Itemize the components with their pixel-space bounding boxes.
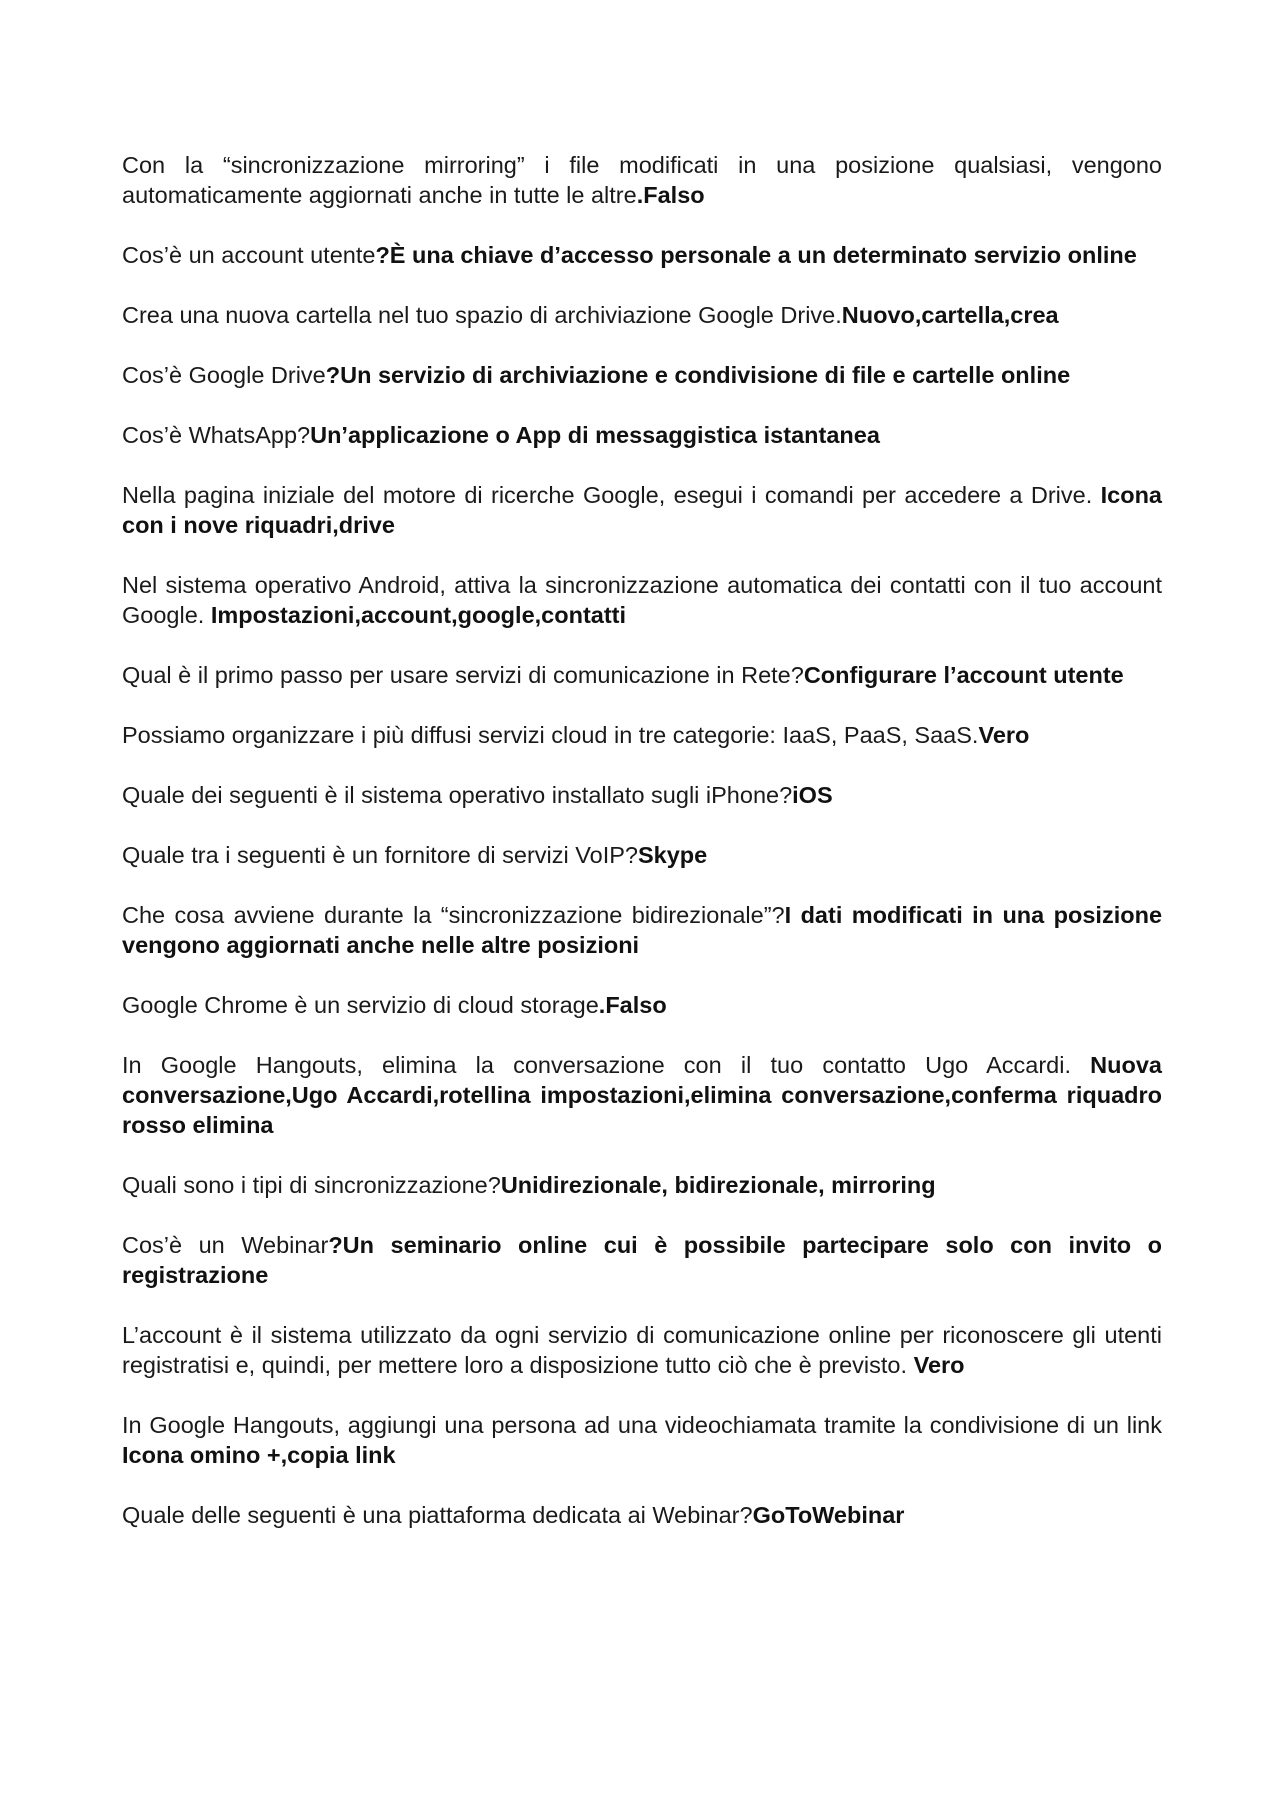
qa-item — [122, 990, 1162, 1020]
answer-text: Vero — [913, 1352, 965, 1378]
question-text: Cos’è WhatsApp? — [122, 422, 311, 448]
question-text: Quali sono i tipi di sincronizzazione? — [122, 1172, 501, 1198]
qa-item — [122, 1500, 1162, 1530]
qa-item — [122, 900, 1162, 960]
qa-item — [122, 1320, 1162, 1380]
question-text: Google Chrome è un servizio di cloud storage — [122, 992, 599, 1018]
answer-text: iOS — [792, 782, 833, 808]
answer-text: Nuova conversazione,Ugo Accardi,rotellina impostazioni,elimina conversazione,conferma riquadro rosso elimina — [122, 1052, 1162, 1138]
answer-text: .Falso — [636, 182, 705, 208]
qa-item — [122, 1410, 1162, 1470]
question-text: Nel sistema operativo Android, attiva la sincronizzazione automatica dei contatti con il tuo account Google. — [122, 572, 1162, 628]
qa-item — [122, 420, 1162, 450]
answer-text: Unidirezionale, bidirezionale, mirroring — [500, 1172, 936, 1198]
answer-text: I dati modificati in una posizione vengono aggiornati anche nelle altre posizioni — [122, 902, 1163, 958]
answer-text: Nuovo,cartella,crea — [841, 302, 1059, 328]
qa-item — [122, 300, 1162, 330]
answer-text: .Falso — [598, 992, 667, 1018]
qa-item — [122, 1050, 1162, 1140]
qa-item — [122, 840, 1162, 870]
qa-item — [122, 1170, 1162, 1200]
qa-item — [122, 360, 1162, 390]
answer-text: ?Un servizio di archiviazione e condivisione di file e cartelle online — [325, 362, 1071, 388]
answer-text: Icona con i nove riquadri,drive — [122, 482, 1162, 538]
question-text: Che cosa avviene durante la “sincronizzazione bidirezionale”? — [122, 902, 785, 928]
answer-text: Un’applicazione o App di messaggistica istantanea — [310, 422, 880, 448]
answer-text: ?È una chiave d’accesso personale a un determinato servizio online — [375, 242, 1137, 268]
question-text: In Google Hangouts, elimina la conversazione con il tuo contatto Ugo Accardi. — [122, 1052, 1091, 1078]
question-text: Quale tra i seguenti è un fornitore di servizi VoIP? — [122, 842, 638, 868]
question-text: Possiamo organizzare i più diffusi servizi cloud in tre categorie: IaaS, PaaS, SaaS. — [122, 722, 979, 748]
question-text: In Google Hangouts, aggiungi una persona ad una videochiamata tramite la condivisione di un link — [122, 1412, 1162, 1438]
answer-text: ?Un seminario online cui è possibile partecipare solo con invito o registrazione — [122, 1232, 1163, 1288]
qa-item — [122, 660, 1162, 690]
document-page — [122, 150, 1162, 1560]
qa-item — [122, 480, 1162, 540]
question-text: Con la “sincronizzazione mirroring” i file modificati in una posizione qualsiasi, vengono automaticamente aggiornati anche in tutte le altre — [122, 152, 1162, 208]
question-text: Cos’è un account utente — [122, 242, 376, 268]
qa-item — [122, 150, 1162, 210]
question-text: Cos’è un Webinar — [122, 1232, 329, 1258]
qa-item — [122, 1230, 1162, 1290]
qa-item — [122, 240, 1162, 270]
qa-item — [122, 570, 1162, 630]
question-text: Nella pagina iniziale del motore di ricerche Google, esegui i comandi per accedere a Drive. — [122, 482, 1101, 508]
question-text: Crea una nuova cartella nel tuo spazio di archiviazione Google Drive. — [122, 302, 842, 328]
answer-text: Vero — [978, 722, 1030, 748]
answer-text: Skype — [637, 842, 708, 868]
question-text: Quale dei seguenti è il sistema operativo installato sugli iPhone? — [122, 782, 793, 808]
question-text: L’account è il sistema utilizzato da ogni servizio di comunicazione online per riconoscere gli utenti registratisi e, quindi, per mettere loro a disposizione tutto ciò che è previsto. — [122, 1322, 1162, 1378]
question-text: Quale delle seguenti è una piattaforma dedicata ai Webinar? — [122, 1502, 753, 1528]
answer-text: Configurare l’account utente — [803, 662, 1124, 688]
question-text: Qual è il primo passo per usare servizi di comunicazione in Rete? — [122, 662, 804, 688]
answer-text: Icona omino +,copia link — [122, 1442, 396, 1468]
answer-text: Impostazioni,account,google,contatti — [210, 602, 627, 628]
answer-text: GoToWebinar — [752, 1502, 905, 1528]
qa-item — [122, 720, 1162, 750]
qa-item — [122, 780, 1162, 810]
question-text: Cos’è Google Drive — [122, 362, 326, 388]
